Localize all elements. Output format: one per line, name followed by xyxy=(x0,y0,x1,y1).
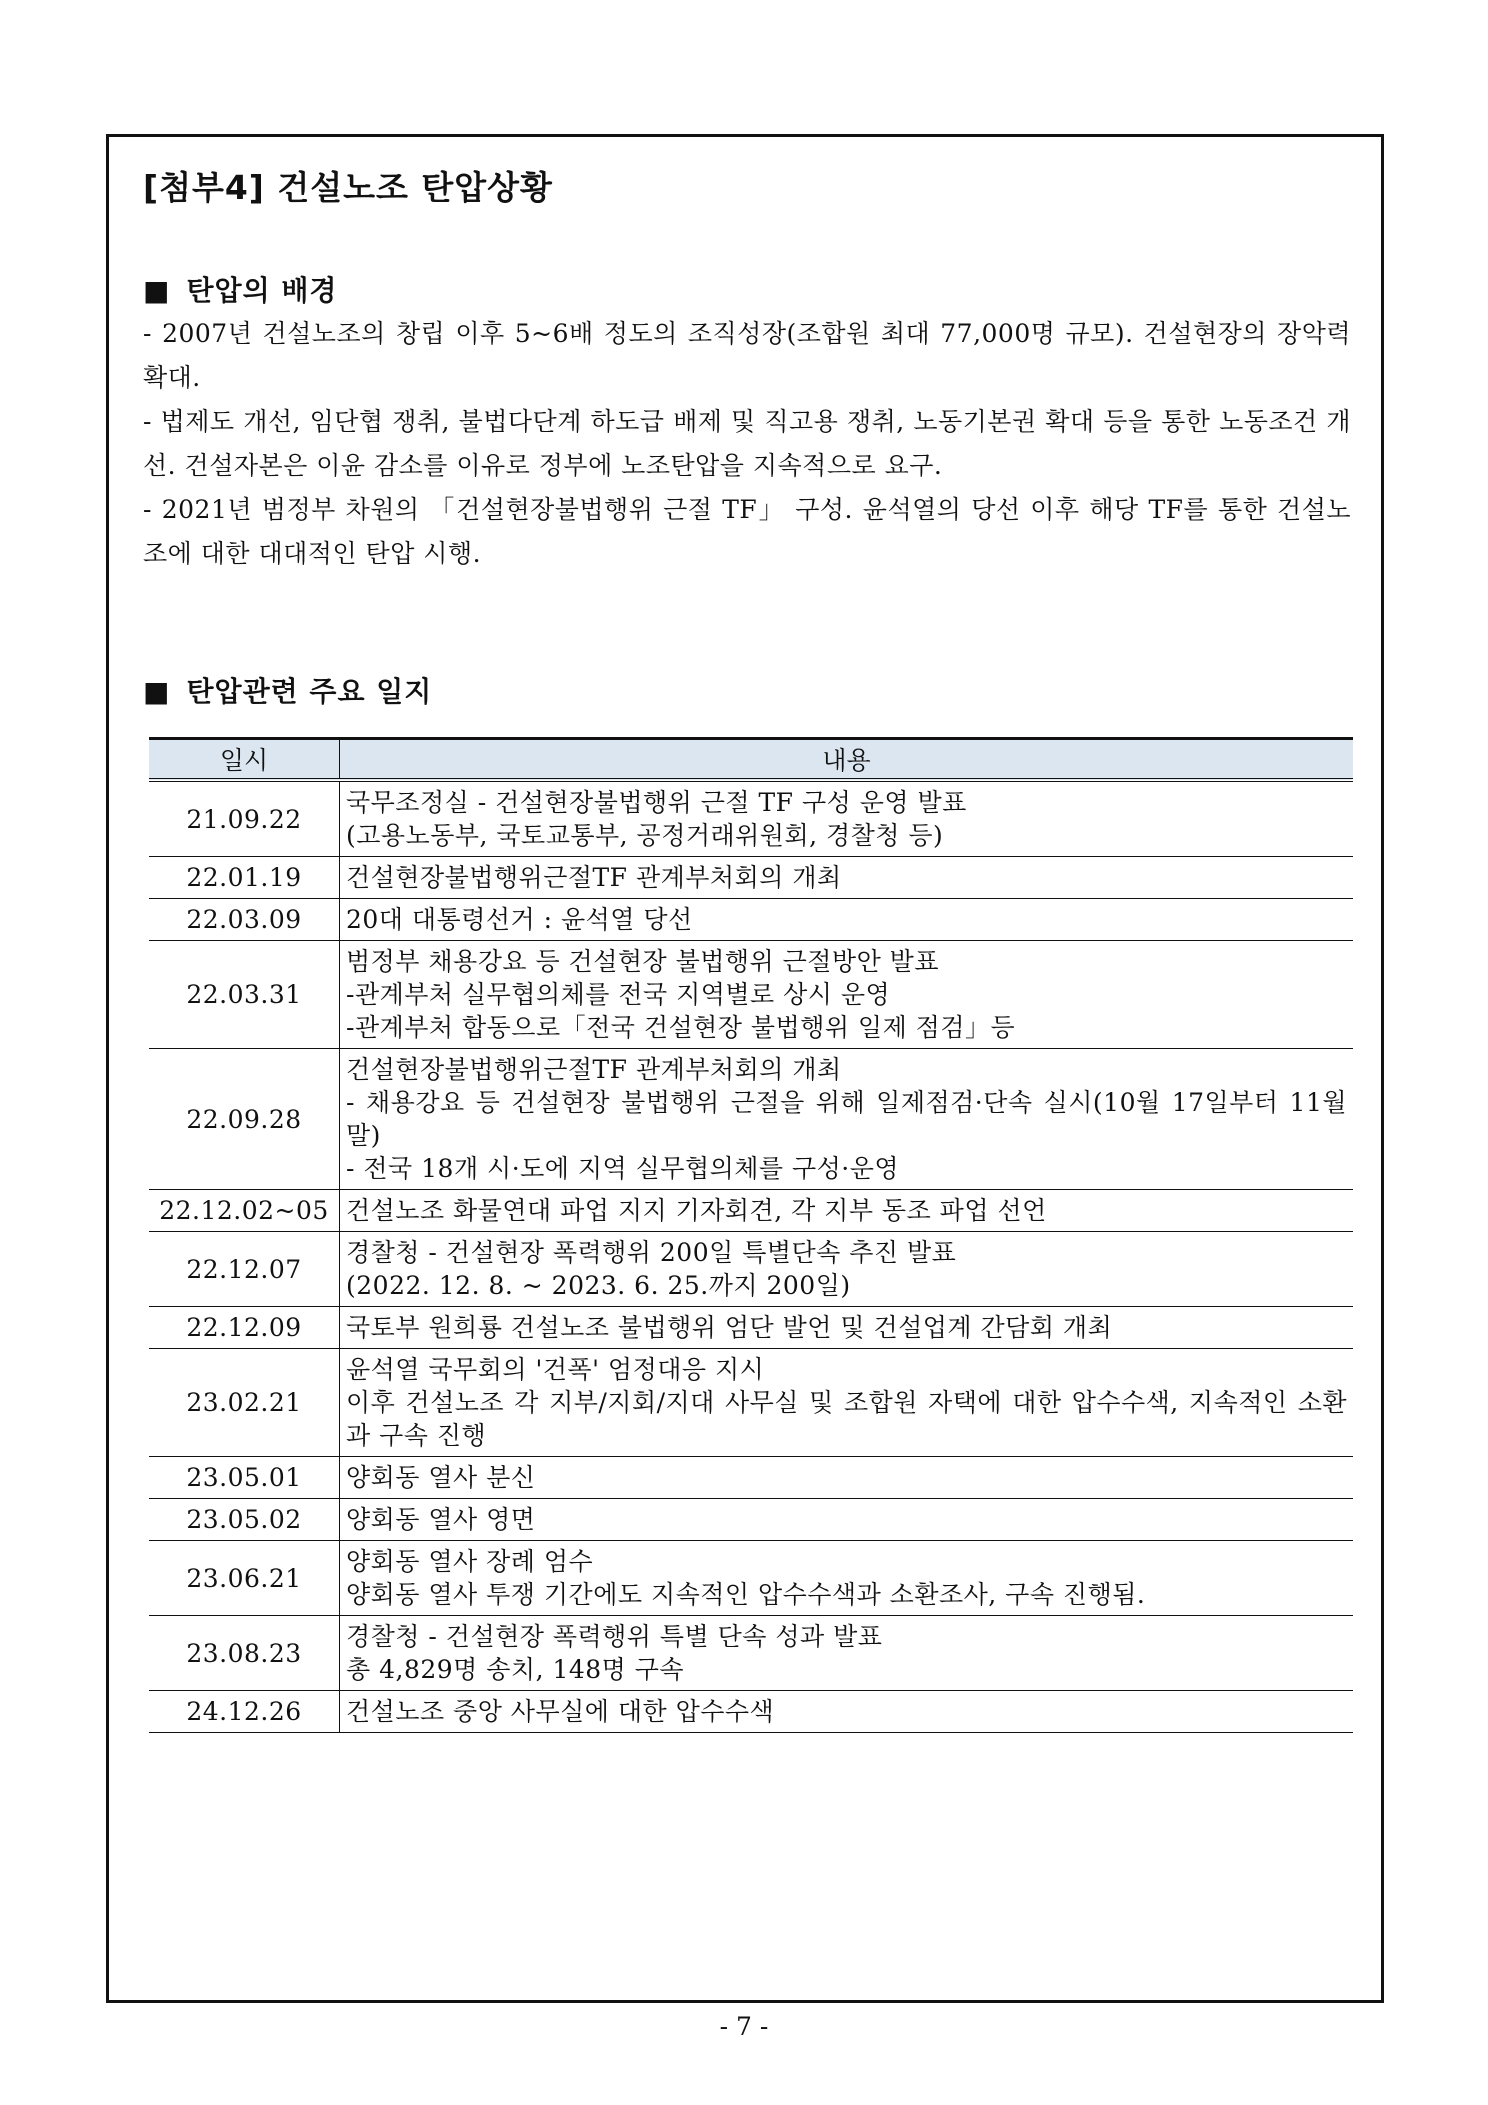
timeline-heading-text: 탄압관련 주요 일지 xyxy=(186,675,433,708)
row-content-line: 국토부 원희룡 건설노조 불법행위 엄단 발언 및 건설업계 간담회 개최 xyxy=(346,1313,1113,1342)
row-content-line: 양회동 열사 장례 엄수 xyxy=(346,1547,594,1576)
row-content-line: 총 4,829명 송치, 148명 구속 xyxy=(346,1655,685,1684)
table-row xyxy=(149,1541,1353,1616)
timeline-heading xyxy=(143,670,432,710)
row-content xyxy=(340,1190,1354,1232)
row-content-line: - 전국 18개 시·도에 지역 실무협의체를 구성·운영 xyxy=(346,1154,900,1183)
background-paragraph: - 법제도 개선, 임단협 쟁취, 불법다단계 하도급 배제 및 직고용 쟁취, 노동기본권 확대 등을 통한 노동조건 개선. 건설자본은 이윤 감소를 이유로 정부에 노조탄압을 지속적으로 요구. xyxy=(143,407,1351,480)
row-content-line: -관계부처 합동으로「전국 건설현장 불법행위 일제 점검」등 xyxy=(346,1013,1016,1042)
row-content-line: - 채용강요 등 건설현장 불법행위 근절을 위해 일제점검·단속 실시(10월 17일부터 11월 말) xyxy=(346,1088,1347,1150)
row-content-line: 경찰청 - 건설현장 폭력행위 특별 단속 성과 발표 xyxy=(346,1622,883,1651)
table-row xyxy=(149,1499,1353,1541)
row-content xyxy=(340,1499,1354,1541)
row-content-line: 경찰청 - 건설현장 폭력행위 200일 특별단속 추진 발표 xyxy=(346,1238,957,1267)
row-date: 23.08.23 xyxy=(149,1616,340,1691)
row-content xyxy=(340,1049,1354,1190)
square-bullet-icon: ■ xyxy=(143,274,171,307)
row-date: 21.09.22 xyxy=(149,780,340,857)
column-header-date: 일시 xyxy=(149,739,340,781)
row-content xyxy=(340,1691,1354,1733)
row-date: 22.12.02~05 xyxy=(149,1190,340,1232)
background-paragraph: - 2021년 범정부 차원의 「건설현장불법행위 근절 TF」 구성. 윤석열의 당선 이후 해당 TF를 통한 건설노조에 대한 대대적인 탄압 시행. xyxy=(143,495,1351,568)
table-row xyxy=(149,941,1353,1049)
row-date: 23.05.01 xyxy=(149,1457,340,1499)
background-heading xyxy=(143,269,337,309)
table-row xyxy=(149,1307,1353,1349)
row-date: 24.12.26 xyxy=(149,1691,340,1733)
table-row xyxy=(149,780,1353,857)
table-row xyxy=(149,1190,1353,1232)
row-content-line: 양회동 열사 분신 xyxy=(346,1463,536,1492)
background-heading-text: 탄압의 배경 xyxy=(186,274,338,307)
column-header-content: 내용 xyxy=(340,739,1354,781)
row-content-line: 20대 대통령선거 : 윤석열 당선 xyxy=(346,905,693,934)
page-number: - 7 - xyxy=(719,2012,769,2041)
document-title: [첨부4] 건설노조 탄압상황 xyxy=(143,168,553,207)
table-row xyxy=(149,1457,1353,1499)
row-content xyxy=(340,1616,1354,1691)
table-row xyxy=(149,1232,1353,1307)
row-content-line: 범정부 채용강요 등 건설현장 불법행위 근절방안 발표 xyxy=(346,947,939,976)
row-date: 23.05.02 xyxy=(149,1499,340,1541)
timeline-header-row xyxy=(149,739,1353,781)
row-content-line: 건설노조 중앙 사무실에 대한 압수수색 xyxy=(346,1697,775,1726)
row-content-line: 양회동 열사 투쟁 기간에도 지속적인 압수수색과 소환조사, 구속 진행됨. xyxy=(346,1580,1146,1609)
row-date: 23.06.21 xyxy=(149,1541,340,1616)
row-content-line: (2022. 12. 8. ~ 2023. 6. 25.까지 200일) xyxy=(346,1271,851,1300)
row-date: 22.03.09 xyxy=(149,899,340,941)
row-date: 22.01.19 xyxy=(149,857,340,899)
table-row xyxy=(149,857,1353,899)
row-content-line: 건설현장불법행위근절TF 관계부처회의 개최 xyxy=(346,863,842,892)
row-content xyxy=(340,899,1354,941)
row-date: 22.03.31 xyxy=(149,941,340,1049)
table-row xyxy=(149,1049,1353,1190)
background-paragraph: - 2007년 건설노조의 창립 이후 5~6배 정도의 조직성장(조합원 최대 77,000명 규모). 건설현장의 장악력 확대. xyxy=(143,319,1351,392)
square-bullet-icon: ■ xyxy=(143,675,171,708)
row-content xyxy=(340,1541,1354,1616)
row-content-line: 윤석열 국무회의 '건폭' 엄정대응 지시 xyxy=(346,1355,765,1384)
row-date: 22.12.09 xyxy=(149,1307,340,1349)
table-row xyxy=(149,1349,1353,1457)
row-content-line: 건설노조 화물연대 파업 지지 기자회견, 각 지부 동조 파업 선언 xyxy=(346,1196,1047,1225)
row-content-line: 국무조정실 - 건설현장불법행위 근절 TF 구성 운영 발표 xyxy=(346,788,967,817)
row-content xyxy=(340,780,1354,857)
row-date: 22.12.07 xyxy=(149,1232,340,1307)
table-row xyxy=(149,1691,1353,1733)
row-date: 22.09.28 xyxy=(149,1049,340,1190)
table-row xyxy=(149,899,1353,941)
row-content-line: 양회동 열사 영면 xyxy=(346,1505,536,1534)
row-content xyxy=(340,1349,1354,1457)
table-row xyxy=(149,1616,1353,1691)
row-content-line: -관계부처 실무협의체를 전국 지역별로 상시 운영 xyxy=(346,980,891,1009)
row-content xyxy=(340,1232,1354,1307)
row-date: 23.02.21 xyxy=(149,1349,340,1457)
row-content-line: (고용노동부, 국토교통부, 공정거래위원회, 경찰청 등) xyxy=(346,821,944,850)
timeline-body xyxy=(149,780,1353,1733)
row-content xyxy=(340,857,1354,899)
row-content xyxy=(340,941,1354,1049)
row-content-line: 건설현장불법행위근절TF 관계부처회의 개최 xyxy=(346,1055,842,1084)
row-content xyxy=(340,1457,1354,1499)
row-content xyxy=(340,1307,1354,1349)
row-content-line: 이후 건설노조 각 지부/지회/지대 사무실 및 조합원 자택에 대한 압수수색, 지속적인 소환과 구속 진행 xyxy=(346,1388,1347,1450)
timeline-table xyxy=(149,737,1353,1733)
